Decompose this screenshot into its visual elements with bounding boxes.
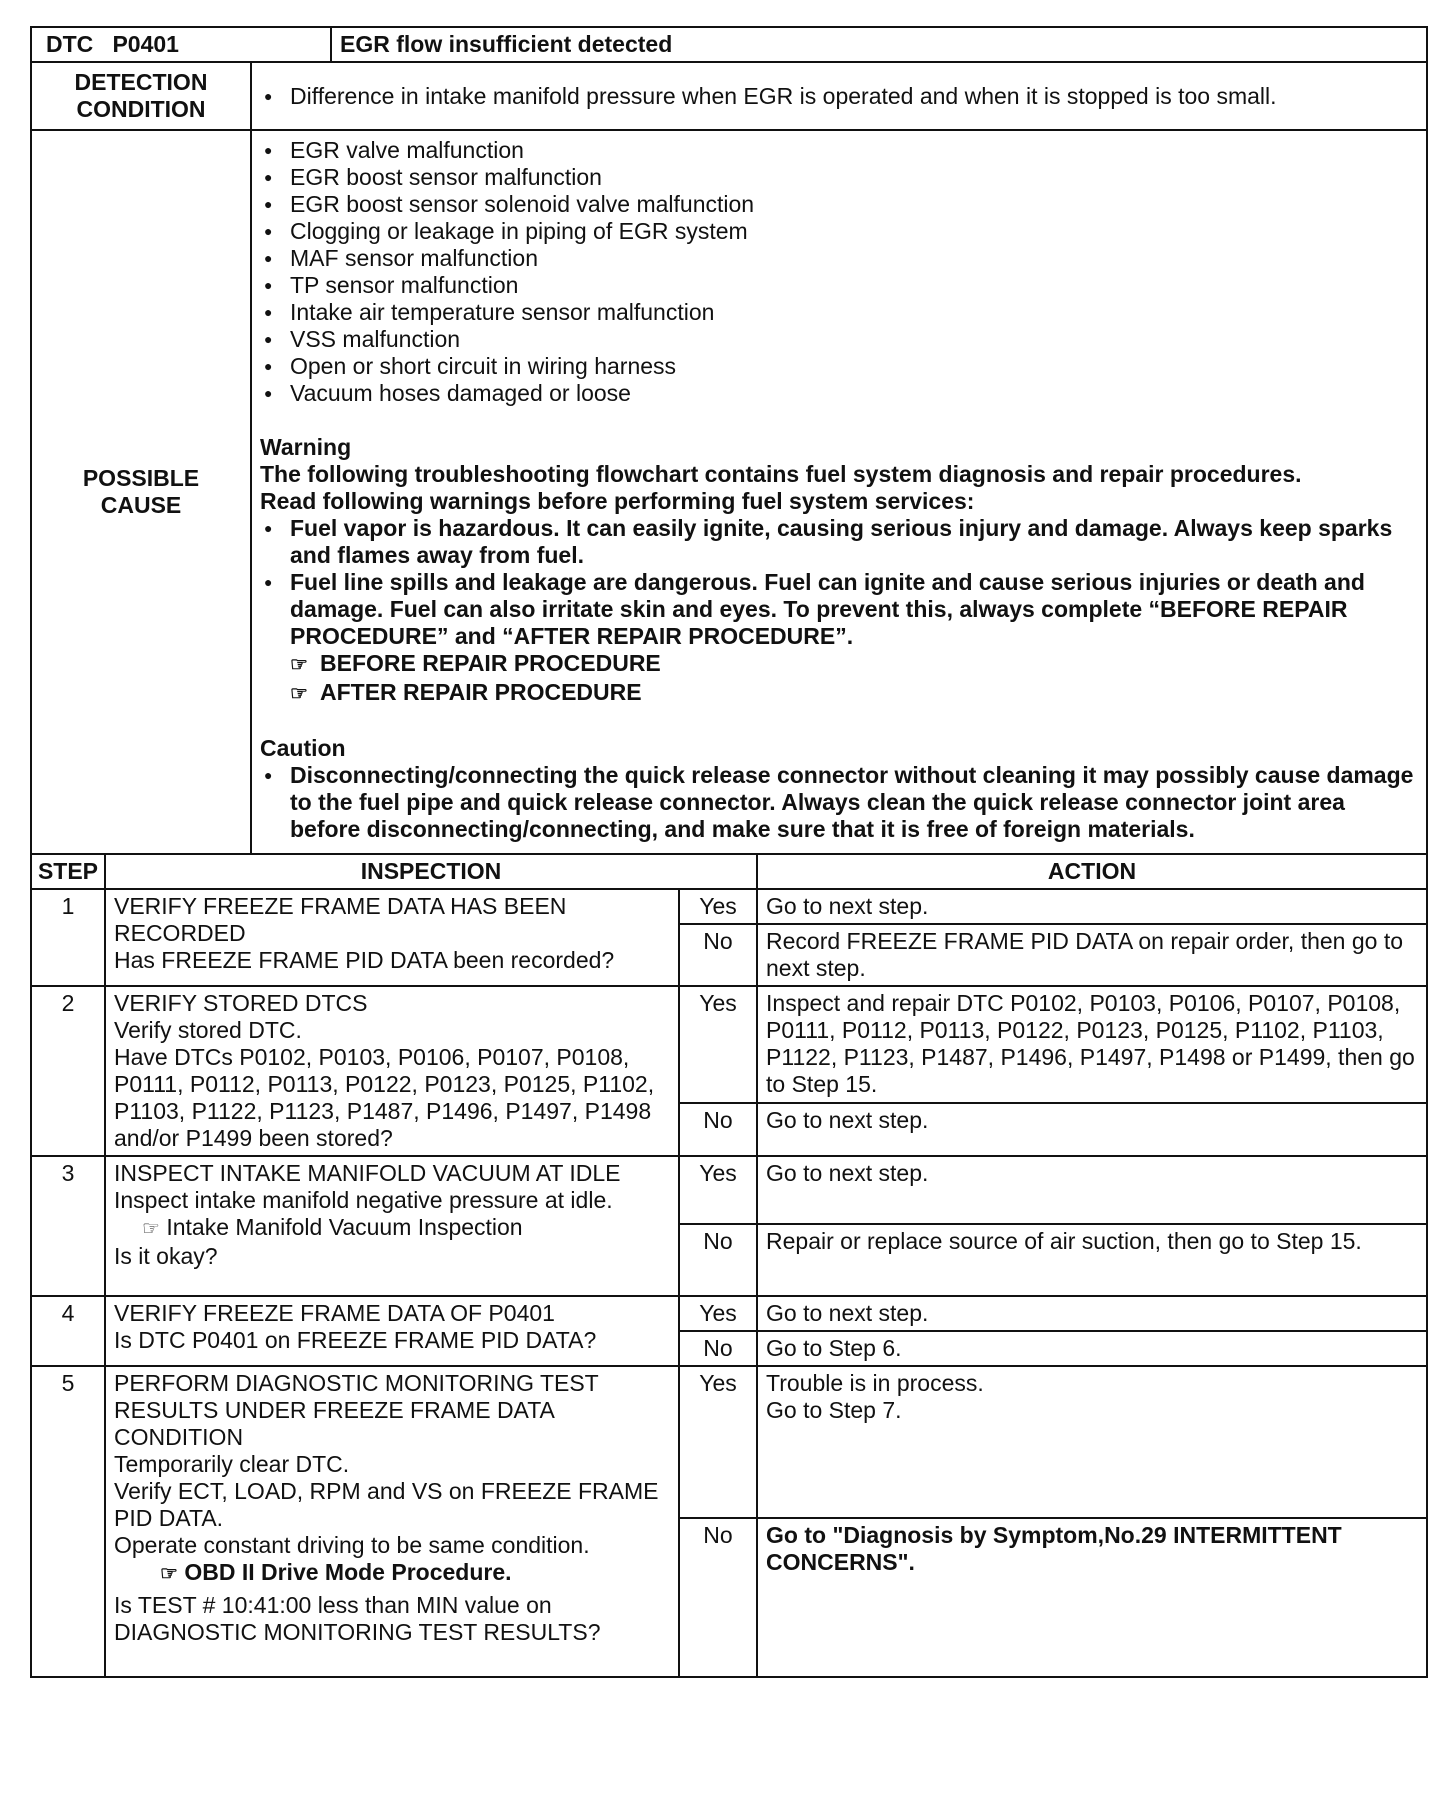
intake-vacuum-link[interactable]	[114, 1214, 670, 1243]
cause-list	[260, 137, 1418, 407]
step-title: VERIFY FREEZE FRAME DATA OF P0401	[114, 1300, 555, 1326]
step-inspection	[105, 1296, 679, 1366]
action-no: Repair or replace source of air suction, then go to Step 15.	[757, 1224, 1427, 1296]
caution-title: Caution	[260, 735, 346, 761]
detection-item: ● Difference in intake manifold pressure when EGR is operated and when it is stopped is too small.	[260, 83, 1418, 110]
step-row	[31, 1366, 1427, 1518]
cause-item: ● Clogging or leakage in piping of EGR system	[260, 218, 1418, 245]
obd-drive-mode-link[interactable]	[114, 1559, 670, 1588]
step-number: 3	[31, 1156, 105, 1296]
step-body: Operate constant driving to be same condition.	[114, 1532, 590, 1558]
cause-item: ● TP sensor malfunction	[260, 272, 1418, 299]
step-inspection	[105, 1366, 679, 1677]
action-no: Record FREEZE FRAME PID DATA on repair order, then go to next step.	[757, 924, 1427, 986]
step-body: Has FREEZE FRAME PID DATA been recorded?	[114, 947, 615, 973]
step-title: INSPECT INTAKE MANIFOLD VACUUM AT IDLE	[114, 1160, 621, 1186]
answer-yes: Yes	[679, 889, 757, 924]
pointing-hand-icon: ☞	[290, 654, 308, 676]
step-title: PERFORM DIAGNOSTIC MONITORING TEST RESULTS UNDER FREEZE FRAME DATA CONDITION	[114, 1370, 599, 1450]
step-row	[31, 986, 1427, 1103]
step-inspection	[105, 1156, 679, 1296]
step-title: VERIFY STORED DTCS	[114, 990, 368, 1016]
action-yes-line: Trouble is in process.	[766, 1370, 984, 1396]
detection-condition	[251, 62, 1427, 130]
cause-item: ● Vacuum hoses damaged or loose	[260, 380, 1418, 407]
after-repair-text: AFTER REPAIR PROCEDURE	[320, 679, 642, 705]
step-inspection	[105, 889, 679, 986]
detection-label-line2: CONDITION	[76, 96, 206, 122]
step-row	[31, 889, 1427, 924]
detection-label-line1: DETECTION	[74, 69, 208, 95]
step-number: 2	[31, 986, 105, 1156]
step-row	[31, 1296, 1427, 1331]
possible-cause-row	[31, 130, 1427, 854]
detection-label	[31, 62, 251, 130]
action-yes	[757, 1366, 1427, 1518]
possible-cause-label-line1: POSSIBLE	[82, 465, 200, 491]
action-no: Go to Step 6.	[757, 1331, 1427, 1366]
step-number: 4	[31, 1296, 105, 1366]
action-yes: Go to next step.	[757, 889, 1427, 924]
inspection-header: INSPECTION	[105, 854, 757, 889]
answer-yes: Yes	[679, 1296, 757, 1331]
warning-line: The following troubleshooting flowchart contains fuel system diagnosis and repair procedures.	[260, 461, 1302, 487]
pointing-hand-icon: ☞	[160, 1563, 178, 1585]
dtc-info-table	[30, 26, 1428, 855]
cause-item: ● Intake air temperature sensor malfunction	[260, 299, 1418, 326]
before-repair-text: BEFORE REPAIR PROCEDURE	[320, 650, 661, 676]
answer-yes: Yes	[679, 986, 757, 1103]
action-yes-line: Go to Step 7.	[766, 1397, 902, 1423]
warning-line: Read following warnings before performing fuel system services:	[260, 488, 975, 514]
step-body: Inspect intake manifold negative pressure at idle.	[114, 1187, 613, 1213]
answer-no: No	[679, 1224, 757, 1296]
dtc-code-cell	[31, 27, 331, 62]
action-yes: Go to next step.	[757, 1296, 1427, 1331]
possible-cause-content	[251, 130, 1427, 854]
answer-no: No	[679, 1331, 757, 1366]
action-no: Go to "Diagnosis by Symptom,No.29 INTERMITTENT CONCERNS".	[757, 1518, 1427, 1677]
answer-no: No	[679, 1103, 757, 1156]
cause-item: ● EGR valve malfunction	[260, 137, 1418, 164]
cause-item: ● EGR boost sensor malfunction	[260, 164, 1418, 191]
before-repair-link[interactable]	[260, 650, 1418, 679]
action-yes: Go to next step.	[757, 1156, 1427, 1224]
answer-yes: Yes	[679, 1156, 757, 1224]
action-header: ACTION	[757, 854, 1427, 889]
answer-yes: Yes	[679, 1366, 757, 1518]
diagnostic-document	[30, 26, 1428, 1678]
warning-list	[260, 515, 1418, 650]
pointing-hand-icon: ☞	[142, 1218, 160, 1240]
step-number: 5	[31, 1366, 105, 1677]
caution-list	[260, 762, 1418, 843]
steps-header-row	[31, 854, 1427, 889]
warning-title: Warning	[260, 434, 352, 460]
detection-row	[31, 62, 1427, 130]
step-number: 1	[31, 889, 105, 986]
warning-item: ● Fuel vapor is hazardous. It can easily ignite, causing serious injury and damage. Always keep sparks and flames away from fuel.	[260, 515, 1418, 569]
pointing-hand-icon: ☞	[290, 683, 308, 705]
answer-no: No	[679, 1518, 757, 1677]
step-header: STEP	[31, 854, 105, 889]
step-body: Is DTC P0401 on FREEZE FRAME PID DATA?	[114, 1327, 597, 1353]
dtc-label: DTC	[46, 31, 94, 57]
step-row	[31, 1156, 1427, 1224]
caution-item: ● Disconnecting/connecting the quick release connector without cleaning it may possibly cause damage to the fuel pipe and quick release connector. Always clean the quick release connector joint area before disconnecting/connecting, and make sure that it is free of foreign materials.	[260, 762, 1418, 843]
action-yes: Inspect and repair DTC P0102, P0103, P0106, P0107, P0108, P0111, P0112, P0113, P0122, P0123, P0125, P1102, P1103, P1122, P1123, P1487, P1496, P1497, P1498 or P1499, then go to Step 15.	[757, 986, 1427, 1103]
answer-no: No	[679, 924, 757, 986]
dtc-code: P0401	[112, 31, 179, 57]
step-body: Verify stored DTC.	[114, 1017, 302, 1043]
step-inspection	[105, 986, 679, 1156]
possible-cause-label	[31, 130, 251, 854]
steps-table	[30, 853, 1428, 1678]
step-body: Temporarily clear DTC.	[114, 1451, 350, 1477]
cause-item: ● Open or short circuit in wiring harness	[260, 353, 1418, 380]
step-body: Is it okay?	[114, 1243, 218, 1269]
warning-item: ● Fuel line spills and leakage are dangerous. Fuel can ignite and cause serious injuries or death and damage. Fuel can also irritate skin and eyes. To prevent this, always complete “BEFORE REPAIR PROCEDURE” and “AFTER REPAIR PROCEDURE”.	[260, 569, 1418, 650]
after-repair-link[interactable]	[260, 679, 1418, 708]
step-body: Have DTCs P0102, P0103, P0106, P0107, P0108, P0111, P0112, P0113, P0122, P0123, P0125, P1102, P1103, P1122, P1123, P1487, P1496, P1497, P1498 and/or P1499 been stored?	[114, 1044, 655, 1151]
cause-item: ● VSS malfunction	[260, 326, 1418, 353]
obd-drive-mode-text: OBD II Drive Mode Procedure.	[184, 1559, 512, 1585]
dtc-header-row	[31, 27, 1427, 62]
step-body: Verify ECT, LOAD, RPM and VS on FREEZE FRAME PID DATA.	[114, 1478, 659, 1531]
possible-cause-label-line2: CAUSE	[100, 492, 182, 518]
dtc-title: EGR flow insufficient detected	[331, 27, 1427, 62]
step-title: VERIFY FREEZE FRAME DATA HAS BEEN RECORDED	[114, 893, 567, 946]
action-no: Go to next step.	[757, 1103, 1427, 1156]
cause-item: ● EGR boost sensor solenoid valve malfunction	[260, 191, 1418, 218]
cause-item: ● MAF sensor malfunction	[260, 245, 1418, 272]
intake-vacuum-text: Intake Manifold Vacuum Inspection	[166, 1214, 523, 1240]
step-body: Is TEST # 10:41:00 less than MIN value on DIAGNOSTIC MONITORING TEST RESULTS?	[114, 1592, 601, 1645]
